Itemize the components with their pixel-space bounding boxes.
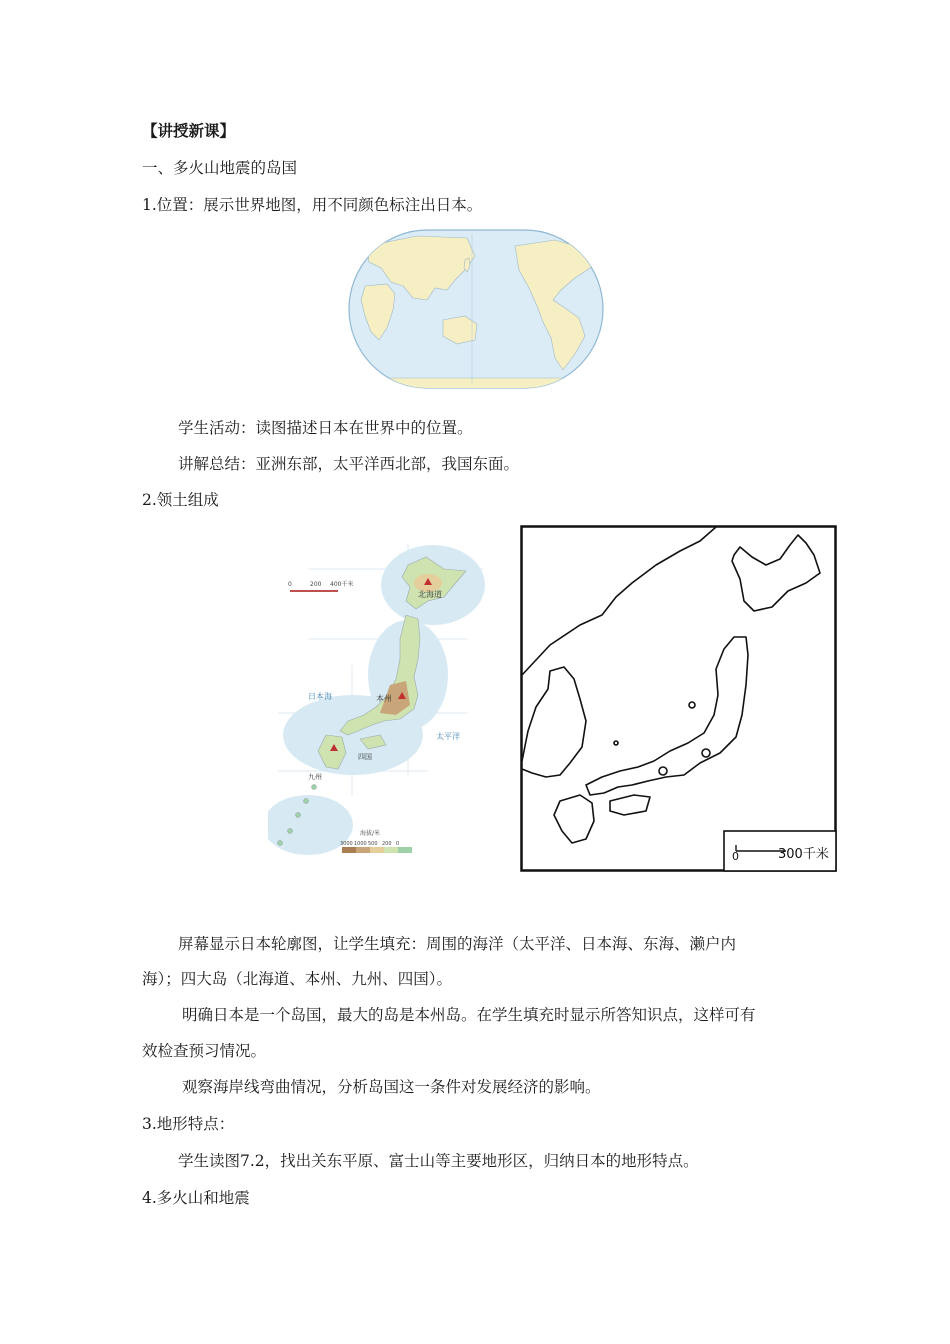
scale-label: 400千米 bbox=[330, 581, 354, 588]
region-label-honshu: 本州 bbox=[376, 694, 392, 703]
ryukyu-island bbox=[296, 813, 301, 818]
scale-start-label: 0 bbox=[732, 850, 739, 863]
item3-text: 学生读图7.2，找出关东平原、富士山等主要地形区，归纳日本的地形特点。 bbox=[178, 1152, 699, 1170]
japan-terrain-map-figure bbox=[268, 535, 498, 880]
world-map-figure bbox=[347, 228, 605, 390]
student-activity-text: 学生活动：读图描述日本在世界中的位置。 bbox=[178, 419, 473, 437]
sea-label-pacific: 太平洋 bbox=[436, 732, 460, 741]
item4-title: 4.多火山和地震 bbox=[142, 1189, 250, 1207]
map-frame bbox=[522, 527, 836, 871]
legend-swatch bbox=[370, 847, 384, 853]
legend-value-label: 0 bbox=[396, 841, 400, 847]
section-heading: 【讲授新课】 bbox=[142, 121, 236, 140]
legend-swatch bbox=[342, 847, 356, 853]
item2-title: 2.领土组成 bbox=[142, 491, 219, 509]
scale-label: 200 bbox=[310, 581, 322, 588]
legend-swatch bbox=[398, 847, 412, 853]
legend-swatch bbox=[384, 847, 398, 853]
item1-title: 1.位置：展示世界地图，用不同颜色标注出日本。 bbox=[142, 196, 483, 214]
japan-outline-map-figure bbox=[520, 525, 838, 873]
legend-value-label: 200 bbox=[382, 841, 392, 847]
region-label-kyushu: 九州 bbox=[308, 773, 322, 781]
scale-label: 0 bbox=[288, 581, 292, 588]
item3-title: 3.地形特点： bbox=[142, 1115, 235, 1133]
para3-text: 观察海岸线弯曲情况，分析岛国这一条件对发展经济的影响。 bbox=[182, 1078, 601, 1096]
legend-title: 海拔/米 bbox=[360, 830, 381, 837]
sea-label-sea-of-japan: 日本海 bbox=[308, 692, 332, 701]
japan-outline-map-svg bbox=[520, 525, 838, 873]
para2-line2: 效检查预习情况。 bbox=[142, 1042, 267, 1060]
japan-terrain-map-svg bbox=[268, 535, 498, 880]
legend-value-label: 500 bbox=[368, 841, 378, 847]
greenland-landmass bbox=[573, 234, 599, 250]
scale-end-label: 300千米 bbox=[778, 847, 829, 862]
legend-swatch bbox=[356, 847, 370, 853]
elevation-legend bbox=[342, 847, 412, 853]
legend-value-label: 3000 bbox=[340, 841, 353, 847]
ryukyu-island bbox=[304, 799, 309, 804]
para2-line1: 明确日本是一个岛国，最大的岛是本州岛。在学生填充时显示所答知识点，这样可有 bbox=[182, 1006, 756, 1024]
summary-text: 讲解总结：亚洲东部，太平洋西北部，我国东面。 bbox=[178, 455, 520, 473]
legend-value-label: 1000 bbox=[354, 841, 367, 847]
para1-line1: 屏幕显示日本轮廓图，让学生填充：周围的海洋（太平洋、日本海、东海、濑户内 bbox=[178, 935, 737, 953]
world-map-svg bbox=[347, 228, 605, 390]
ryukyu-island bbox=[278, 841, 283, 846]
ryukyu-island bbox=[312, 785, 317, 790]
ryukyu-island bbox=[288, 829, 293, 834]
elevation-legend-labels bbox=[340, 841, 399, 847]
para1-line2: 海）；四大岛（北海道、本州、九州、四国）。 bbox=[142, 970, 453, 988]
region-label-hokkaido: 北海道 bbox=[418, 590, 442, 599]
region-label-shikoku: 四国 bbox=[358, 753, 372, 761]
part-one-title: 一、多火山地震的岛国 bbox=[142, 159, 298, 177]
